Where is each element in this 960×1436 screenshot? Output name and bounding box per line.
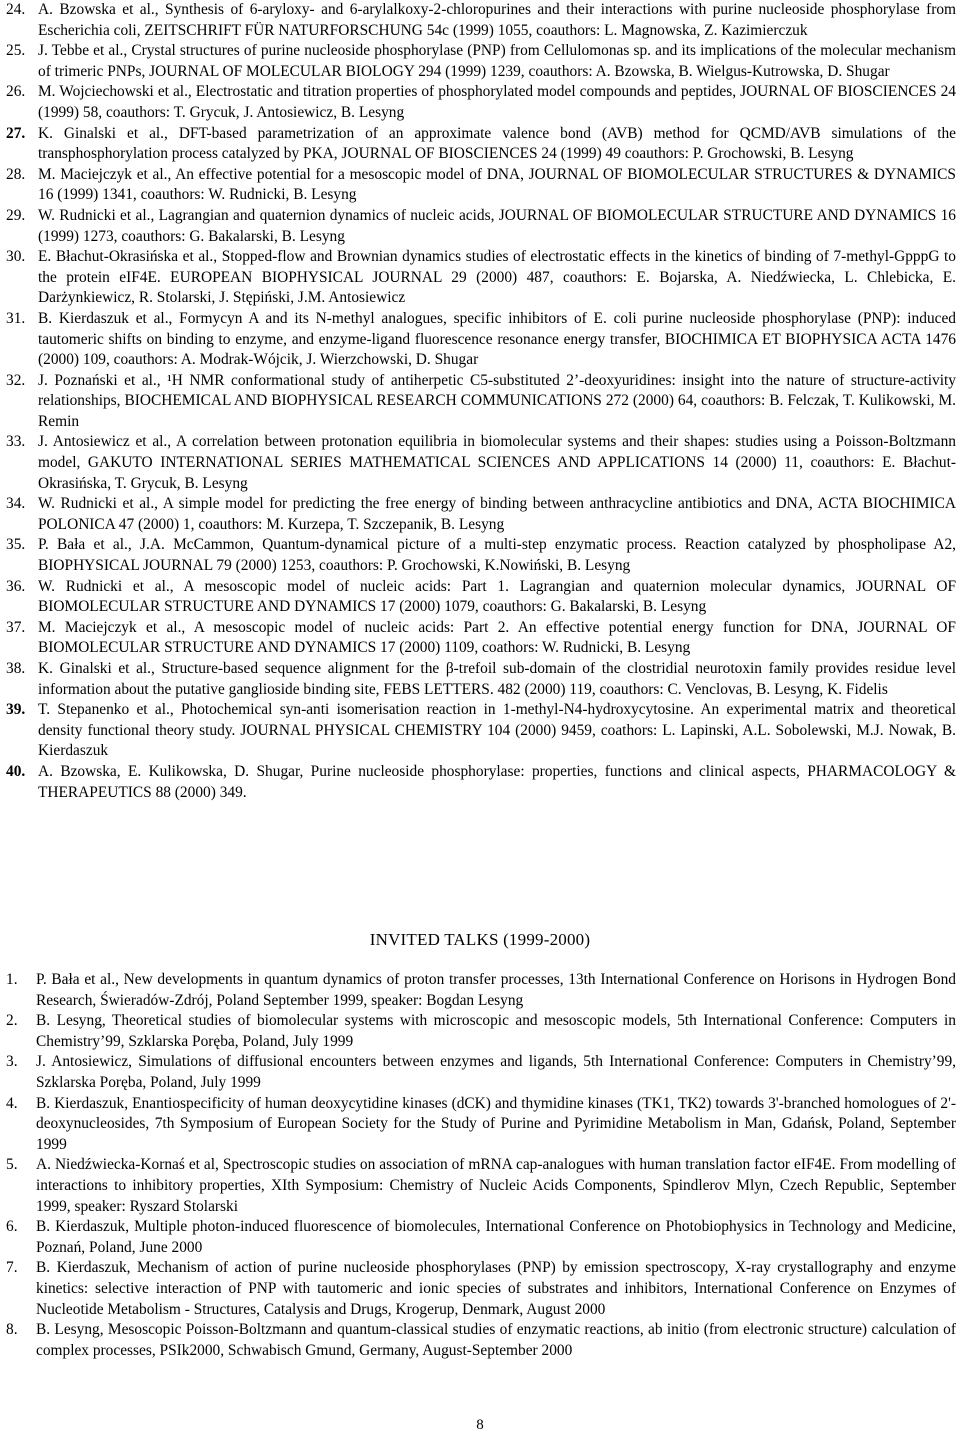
item-number: 3.: [6, 1053, 18, 1071]
list-item: [6, 309, 956, 371]
list-item: [6, 1094, 956, 1156]
item-text: B. Kierdaszuk, Enantiospecificity of human deoxycytidine kinases (dCK) and thymidine kinases (TK1, TK2) towards 3'-branched homologues of 2'-deoxynucleosides, 7th Symposium of European Society for the Study of Purine and Pyrimidine Metabolism in Man, Gdańsk, Poland, September 1999: [36, 1094, 956, 1153]
list-item: [6, 1217, 956, 1258]
item-text: M. Maciejczyk et al., An effective potential for a mesoscopic model of DNA, JOURNAL OF BIOMOLECULAR STRUCTURES & DYNAMICS 16 (1999) 1341, coauthors: W. Rudnicki, B. Lesyng: [38, 165, 956, 204]
item-number: 40.: [6, 762, 26, 780]
item-text: A. Niedźwiecka-Kornaś et al, Spectroscopic studies on association of mRNA cap-analogues with human translation factor eIF4E. From modelling of interactions to inhibitory properties, XIth Symposium: Chemistry of Nucleic Acids Components, Spindlerov Mlyn, Czech Republic, September 1999, speaker: Ryszard Stolarski: [36, 1156, 956, 1215]
item-text: B. Kierdaszuk et al., Formycyn A and its N-methyl analogues, specific inhibitors of E. coli purine nucleoside phosphorylase (PNP): induced tautomeric shifts on binding to enzyme, and enzyme-ligand fluorescence resonance energy transfer, BIOCHIMICA ET BIOPHYSICA ACTA 1476 (2000) 109, coauthors: A. Modrak-Wójcik, J. Wierzchowski, D. Shugar: [38, 309, 956, 369]
list-item: [6, 206, 956, 247]
list-item: [6, 762, 956, 803]
item-number: 36.: [6, 577, 26, 595]
item-number: 33.: [6, 433, 26, 451]
list-item: [6, 41, 956, 82]
item-number: 5.: [6, 1156, 18, 1174]
item-text: K. Ginalski et al., DFT-based parametrization of an approximate valence bond (AVB) method for QCMD/AVB simulations of the transphosphorylation process catalyzed by PKA, JOURNAL OF BIOSCIENCES 24 (1999) 49 coauthors: P. Grochowski, B. Lesyng: [38, 124, 956, 163]
list-item: [6, 659, 956, 700]
list-item: [6, 1052, 956, 1093]
list-item: [6, 970, 956, 1011]
item-text: A. Bzowska, E. Kulikowska, D. Shugar, Purine nucleoside phosphorylase: properties, functions and clinical aspects, PHARMACOLOGY & THERAPEUTICS 88 (2000) 349.: [38, 762, 956, 801]
item-text: P. Bała et al., New developments in quantum dynamics of proton transfer processes, 13th International Conference on Horisons in Hydrogen Bond Research, Świeradów-Zdrój, Poland September 1999, speaker: Bogdan Lesyng: [36, 971, 956, 1009]
list-item: [6, 618, 956, 659]
item-number: 26.: [6, 83, 26, 101]
item-number: 8.: [6, 1321, 18, 1339]
item-number: 24.: [6, 1, 26, 18]
item-number: 30.: [6, 248, 26, 266]
item-number: 34.: [6, 495, 26, 513]
item-text: W. Rudnicki et al., A mesoscopic model of nucleic acids: Part 1. Lagrangian and quaternion molecular dynamics, JOURNAL OF BIOMOLECULAR STRUCTURE AND DYNAMICS 17 (2000) 1079, coauthors: G. Bakalarski, B. Lesyng: [38, 577, 956, 616]
item-text: J. Antosiewicz et al., A correlation between protonation equilibria in biomolecular systems and their shapes: studies using a Poisson-Boltzmann model, GAKUTO INTERNATIONAL SERIES MATHEMATICAL SCIENCES AND APPLICATIONS 14 (2000) 11, coauthors: E. Błachut-Okrasińska, T. Grycuk, B. Lesyng: [38, 433, 956, 492]
list-item: [6, 1320, 956, 1361]
list-item: [6, 247, 956, 309]
item-number: 25.: [6, 42, 26, 60]
list-item: [6, 0, 956, 41]
list-item: [6, 82, 956, 123]
item-number: 7.: [6, 1259, 18, 1277]
item-text: E. Błachut-Okrasińska et al., Stopped-flow and Brownian dynamics studies of electrostatic effects in the kinetics of binding of 7-methyl-GpppG to the protein eIF4E. EUROPEAN BIOPHYSICAL JOURNAL 29 (2000) 487, coauthors: E. Bojarska, A. Niedźwiecka, L. Chlebicka, E. Darżynkiewicz, R. Stolarski, J. Stępiński, J.M. Antosiewicz: [38, 248, 956, 307]
page-number: 8: [476, 1417, 484, 1433]
item-number: 32.: [6, 371, 26, 389]
item-text: K. Ginalski et al., Structure-based sequence alignment for the β-trefoil sub-domain of the clostridial neurotoxin family provides residue level information about the putative ganglioside binding site, FEBS LETTERS. 482 (2000) 119, coauthors: C. Venclovas, B. Lesyng, K. Fidelis: [38, 660, 956, 698]
list-item: [6, 1258, 956, 1320]
item-text: B. Kierdaszuk, Mechanism of action of purine nucleoside phosphorylases (PNP) by emission spectroscopy, X-ray crystallography and enzyme kinetics: selective interaction of PNP with tautomeric and ionic species of substrates and inhibitors, International Conference on Enzymes of Nucleotide Metabolism - Structures, Catalysis and Drugs, Krogerup, Denmark, August 2000: [36, 1259, 956, 1318]
item-text: W. Rudnicki et al., A simple model for predicting the free energy of binding between anthracycline antibiotics and DNA, ACTA BIOCHIMICA POLONICA 47 (2000) 1, coauthors: M. Kurzepa, T. Szczepanik, B. Lesyng: [38, 495, 956, 533]
item-number: 2.: [6, 1012, 18, 1030]
item-text: B. Kierdaszuk, Multiple photon-induced fluorescence of biomolecules, International Conference on Photobiophysics in Technology and Medicine, Poznań, Poland, June 2000: [36, 1218, 956, 1256]
publication-list: [6, 0, 956, 803]
item-number: 29.: [6, 206, 26, 224]
list-item: [6, 1155, 956, 1217]
item-text: M. Wojciechowski et al., Electrostatic and titration properties of phosphorylated model compounds and peptides, JOURNAL OF BIOSCIENCES 24 (1999) 58, coauthors: T. Grycuk, J. Antosiewicz, B. Lesyng: [38, 83, 956, 121]
list-item: [6, 700, 956, 762]
list-item: [6, 577, 956, 618]
list-item: [6, 1011, 956, 1052]
item-number: 31.: [6, 309, 26, 327]
item-text: W. Rudnicki et al., Lagrangian and quaternion dynamics of nucleic acids, JOURNAL OF BIOMOLECULAR STRUCTURE AND DYNAMICS 16 (1999) 1273, coauthors: G. Bakalarski, B. Lesyng: [38, 206, 956, 245]
section-heading: INVITED TALKS (1999-2000): [369, 930, 591, 949]
item-number: 38.: [6, 660, 26, 677]
item-text: P. Bała et al., J.A. McCammon, Quantum-dynamical picture of a multi-step enzymatic process. Reaction catalyzed by phospholipase A2, BIOPHYSICAL JOURNAL 79 (2000) 1253, coauthors: P. Grochowski, K.Nowiński, B. Lesyng: [38, 536, 956, 575]
item-text: J. Antosiewicz, Simulations of diffusional encounters between enzymes and ligands, 5th International Conference: Computers in Chemistry’99, Szklarska Poręba, Poland, July 1999: [36, 1053, 956, 1091]
item-number: 37.: [6, 618, 26, 636]
list-item: [6, 165, 956, 206]
list-item: [6, 494, 956, 535]
item-number: 6.: [6, 1218, 18, 1236]
list-item: [6, 124, 956, 165]
list-item: [6, 535, 956, 576]
item-text: B. Lesyng, Theoretical studies of biomolecular systems with microscopic and mesoscopic models, 5th International Conference: Computers in Chemistry’99, Szklarska Poręba, Poland, July 1999: [36, 1012, 956, 1050]
item-number: 35.: [6, 536, 26, 554]
item-number: 1.: [6, 971, 18, 988]
item-text: T. Stepanenko et al., Photochemical syn-anti isomerisation reaction in 1-methyl-N4-hydroxycytosine. An experimental matrix and theoretical density functional theory study. JOURNAL PHYSICAL CHEMISTRY 104 (2000) 9459, coathors: L. Lapinski, A.L. Sobolewski, M.J. Nowak, B. Kierdaszuk: [38, 701, 956, 760]
item-text: A. Bzowska et al., Synthesis of 6-aryloxy- and 6-arylalkoxy-2-chloropurines and their interactions with purine nucleoside phosphorylase from Escherichia coli, ZEITSCHRIFT FÜR NATURFORSCHUNG 54c (1999) 1055, coauthors: L. Magnowska, Z. Kazimierczuk: [38, 1, 956, 39]
item-text: B. Lesyng, Mesoscopic Poisson-Boltzmann and quantum-classical studies of enzymatic reactions, ab initio (from electronic structure) calculation of complex processes, PSIk2000, Schwabisch Gmund, Germany, August-September 2000: [36, 1321, 956, 1359]
list-item: [6, 371, 956, 433]
item-text: M. Maciejczyk et al., A mesoscopic model of nucleic acids: Part 2. An effective potential energy function for DNA, JOURNAL OF BIOMOLECULAR STRUCTURE AND DYNAMICS 17 (2000) 1109, coathors: W. Rudnicki, B. Lesyng: [38, 618, 956, 657]
item-number: 28.: [6, 165, 26, 183]
list-item: [6, 432, 956, 494]
item-text: J. Poznański et al., ¹H NMR conformational study of antiherpetic C5-substituted 2’-deoxyuridines: insight into the nature of structure-activity relationships, BIOCHEMICAL AND BIOPHYSICAL RESEARCH COMMUNICATIONS 272 (2000) 64, coauthors: B. Felczak, T. Kulikowski, M. Remin: [38, 371, 956, 430]
item-text: J. Tebbe et al., Crystal structures of purine nucleoside phosphorylase (PNP) from Cellulomonas sp. and its implications of the molecular mechanism of trimeric PNPs, JOURNAL OF MOLECULAR BIOLOGY 294 (1999) 1239, coauthors: A. Bzowska, B. Wielgus-Kutrowska, D. Shugar: [38, 42, 956, 80]
item-number: 27.: [6, 124, 26, 142]
item-number: 39.: [6, 701, 26, 719]
invited-talks-list: [6, 970, 956, 1361]
item-number: 4.: [6, 1094, 18, 1112]
